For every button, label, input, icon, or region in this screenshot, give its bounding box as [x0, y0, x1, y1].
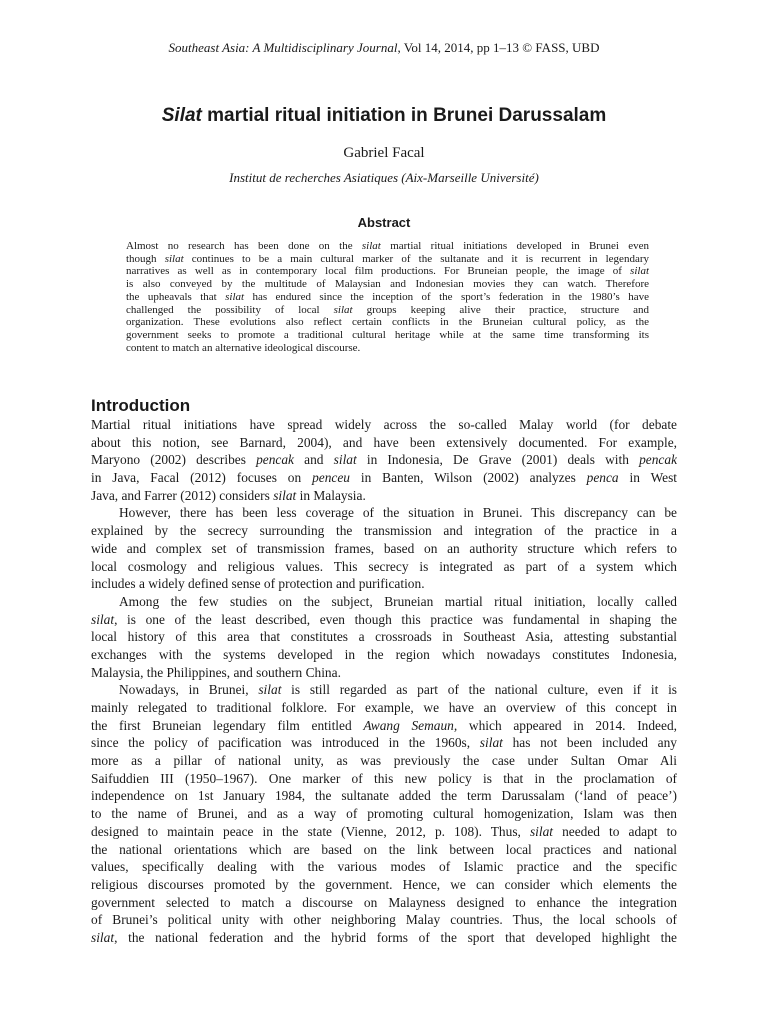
- body-text-line: about this notion, see Barnard, 2004), and have been extensively documented. For example,: [91, 434, 677, 450]
- body-text-line: of Brunei’s political unity with other neighboring Malay countries. Thus, the local schools of: [91, 912, 677, 928]
- body-text-line: the national orientations which are based on the link between local practices and national: [91, 841, 677, 857]
- abstract-line: though silat continues to be a main cultural marker of the sultanate and it is recurrent in legendary: [126, 252, 649, 265]
- body-text-line: since the policy of pacification was introduced in the 1960s, silat has not been included any: [91, 735, 677, 751]
- body-text-line: independence on 1st January 1984, the sultanate added the term Darussalam (‘land of peace’): [91, 788, 677, 804]
- body-text-line: Java, and Farrer (2012) considers silat in Malaysia.: [91, 487, 366, 503]
- body-text-line: Malaysia, the Philippines, and southern China.: [91, 664, 341, 680]
- journal-name: Southeast Asia: A Multidisciplinary Journal: [168, 40, 398, 55]
- body-text-line: designed to maintain peace in the state (Vienne, 2012, p. 108). Thus, silat needed to adapt to: [91, 823, 677, 839]
- body-text-line: more as a pillar of national unity, as was previously the case under Sultan Omar Ali: [91, 753, 677, 769]
- article-title-italic: Silat: [161, 105, 202, 126]
- body-text-line: to the name of Brunei, and as a way of promoting cultural homogenization, Islam was then: [91, 806, 677, 822]
- abstract-line: the upheavals that silat has endured since the inception of the sport’s federation in the 1980’s have: [126, 290, 649, 303]
- body-text-line: silat, the national federation and the hybrid forms of the sport that developed highlight the: [91, 929, 677, 945]
- body-text-line: exchanges with the systems developed in the region which nowadays constitutes Indonesia,: [91, 646, 677, 662]
- body-text-line: Among the few studies on the subject, Bruneian martial ritual initiation, locally called: [119, 593, 677, 609]
- abstract-line: Almost no research has been done on the silat martial ritual initiations developed in Brunei even: [126, 240, 649, 252]
- body-text-line: includes a widely defined sense of protection and purification.: [91, 576, 425, 592]
- body-text-line: wide and complex set of transmission frames, based on an authority structure which refers to: [91, 540, 677, 556]
- body-text-line: in Java, Facal (2012) focuses on penceu in Banten, Wilson (2002) analyzes penca in West: [91, 470, 677, 486]
- article-title-rest: martial ritual initiation in Brunei Darussalam: [201, 105, 607, 126]
- body-text-line: the first Bruneian legendary film entitled Awang Semaun, which appeared in 2014. Indeed,: [91, 717, 677, 733]
- abstract-line: is also conveyed by the multitude of Malaysian and Indonesian movies they can watch. Therefore: [126, 278, 649, 291]
- running-head: [0, 40, 768, 56]
- body-text-line: explained by the secrecy surrounding the transmission and integration of the practice in a: [91, 523, 677, 539]
- abstract-line: challenged the possibility of local silat groups keeping alive their practice, structure and: [126, 303, 649, 316]
- introduction-heading: Introduction: [91, 396, 191, 415]
- body-text-line: government selected to match a discourse on Malayness designed to enhance the integration: [91, 894, 677, 910]
- body-text-line: However, there has been less coverage of the situation in Brunei. This discrepancy can be: [119, 505, 677, 521]
- body-text-line: Maryono (2002) describes pencak and silat in Indonesia, De Grave (2001) deals with pencak: [91, 452, 677, 468]
- abstract-line: narratives as well as in contemporary local film productions. For Bruneian people, the image of silat: [126, 265, 649, 278]
- body-text-line: local cosmology and religious values. This secrecy is integrated as part of a system which: [91, 558, 677, 574]
- abstract-line: content to match an alternative ideological discourse.: [126, 341, 361, 354]
- abstract-line: government seeks to promote a traditional cultural heritage while at the same time transforming its: [126, 328, 649, 341]
- body-text-line: local history of this area that constitutes a crossroads in Southeast Asia, attesting substantial: [91, 629, 677, 645]
- article-title: [0, 104, 768, 128]
- author-affiliation: Institut de recherches Asiatiques (Aix-Marseille Université): [229, 170, 539, 185]
- body-text-line: Saifuddien III (1950–1967). One marker of this new policy is that in the proclamation of: [91, 770, 677, 786]
- body-text-line: values, specifically dealing with the various modes of Islamic practice and the specific: [91, 859, 677, 875]
- abstract-body: [126, 240, 649, 354]
- citation-details: , Vol 14, 2014, pp 1–13 © FASS, UBD: [397, 40, 600, 55]
- body-text-line: Nowadays, in Brunei, silat is still regarded as part of the national culture, even if it is: [119, 682, 677, 698]
- body-text-line: silat, is one of the least described, even though this practice was fundamental in shaping the: [91, 611, 677, 627]
- author-name: Gabriel Facal: [343, 145, 425, 161]
- abstract-line: organization. These evolutions also reflect certain conflicts in the Bruneian cultural policy, as the: [126, 316, 649, 329]
- abstract-heading: Abstract: [357, 215, 411, 230]
- body-text-line: Martial ritual initiations have spread widely across the so-called Malay world (for debate: [91, 417, 677, 432]
- introduction-body: [91, 416, 677, 947]
- body-text-line: religious discourses promoted by the government. Hence, we can consider which elements the: [91, 876, 677, 892]
- body-text-line: mainly relegated to traditional folklore. For example, we have an overview of this concept in: [91, 700, 677, 715]
